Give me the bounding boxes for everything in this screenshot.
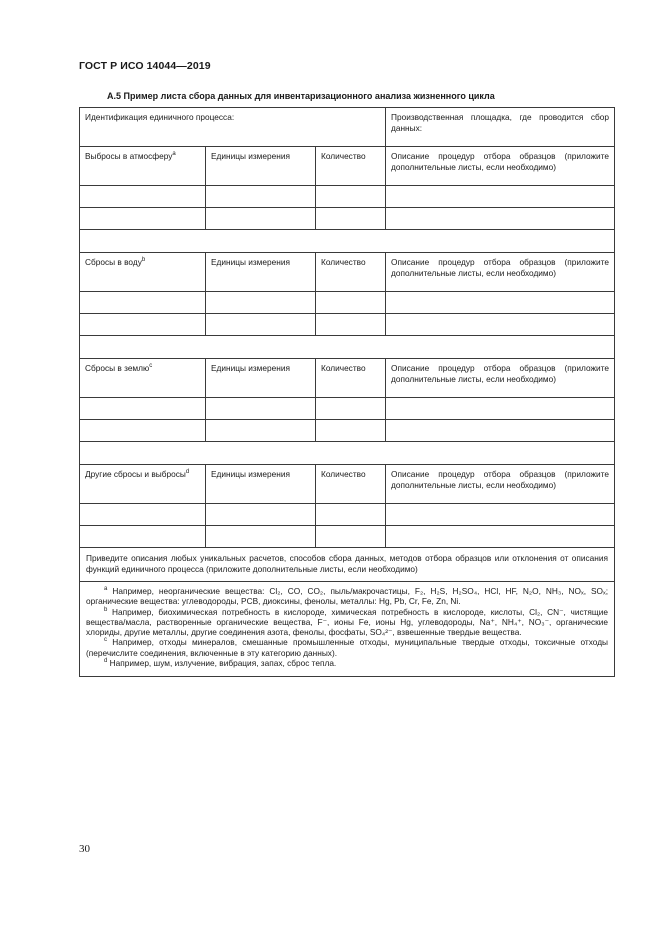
entry-cell-units[interactable]: [206, 208, 316, 230]
entry-cell-description[interactable]: [386, 208, 615, 230]
quantity-header-cell: [316, 147, 386, 186]
units-header-cell: [206, 359, 316, 398]
section-header-row: [80, 253, 615, 292]
footnote-d-mark: d: [104, 658, 108, 665]
data-entry-row: [80, 504, 615, 526]
data-entry-row: [80, 526, 615, 548]
quantity-header: Количество: [321, 469, 366, 479]
section-label-cell: [80, 147, 206, 186]
section-footnote-mark: a: [172, 151, 176, 157]
entry-cell-quantity[interactable]: [316, 504, 386, 526]
units-header: Единицы измерения: [211, 257, 290, 267]
process-identification-label: Идентификация единичного процесса:: [85, 112, 235, 122]
footnote-c-text: Например, отходы минералов, смешанные промышленные отходы, муниципальные твердые отходы, токсичные отходы (перечислите соединения, включенные в эту категорию данных).: [86, 637, 609, 658]
entry-cell-description[interactable]: [386, 292, 615, 314]
document-header: ГОСТ Р ИСО 14044—2019: [79, 60, 211, 72]
entry-cell-units[interactable]: [206, 398, 316, 420]
production-site-label: Производственная площадка, где проводится сбор данных:: [391, 112, 610, 133]
section-label-cell: [80, 359, 206, 398]
entry-cell-substance[interactable]: [80, 398, 206, 420]
section-spacer-row: [80, 336, 615, 359]
section-header-row: [80, 359, 615, 398]
quantity-header: Количество: [321, 151, 366, 161]
section-spacer-row: [80, 442, 615, 465]
sampling-description-header: Описание процедур отбора образцов (приложите дополнительные листы, если необходимо): [391, 469, 610, 490]
entry-cell-quantity[interactable]: [316, 526, 386, 548]
footnote-c: [86, 637, 608, 658]
entry-cell-units[interactable]: [206, 186, 316, 208]
entry-cell-description[interactable]: [386, 504, 615, 526]
footnotes-cell: [80, 582, 615, 677]
sampling-description-header: Описание процедур отбора образцов (приложите дополнительные листы, если необходимо): [391, 363, 610, 384]
entry-cell-description[interactable]: [386, 526, 615, 548]
sampling-description-header-cell: [386, 253, 615, 292]
footnote-c-mark: c: [104, 637, 107, 644]
sheet-header-row: [80, 108, 615, 147]
section-label: Сбросы в воду: [85, 257, 142, 267]
entry-cell-description[interactable]: [386, 398, 615, 420]
data-entry-row: [80, 292, 615, 314]
sampling-description-header-cell: [386, 359, 615, 398]
units-header: Единицы измерения: [211, 363, 290, 373]
entry-cell-description[interactable]: [386, 420, 615, 442]
sampling-description-header: Описание процедур отбора образцов (приложите дополнительные листы, если необходимо): [391, 257, 610, 278]
section-header-row: [80, 465, 615, 504]
entry-cell-substance[interactable]: [80, 504, 206, 526]
footnotes-row: [80, 582, 615, 677]
quantity-header: Количество: [321, 363, 366, 373]
entry-cell-substance[interactable]: [80, 186, 206, 208]
section-label: Выбросы в атмосферу: [85, 151, 173, 161]
quantity-header: Количество: [321, 257, 366, 267]
entry-cell-units[interactable]: [206, 314, 316, 336]
units-header-cell: [206, 253, 316, 292]
footnote-b-text: Например, биохимическая потребность в кислороде, химическая потребность в кислороде, кислоты, Cl₂, CN⁻, чистящие вещества/масла, растворенные органические вещества, F⁻, ионы Fe, ионы Hg, углеводороды, Na⁺, NH₄⁺, NO₃⁻, органические хлориды, другие металлы, другие соединения азота, фенолы, фосфаты, SO₄²⁻, взвешенные твердые вещества.: [86, 606, 609, 638]
entry-cell-description[interactable]: [386, 314, 615, 336]
sections-body: [80, 147, 615, 548]
data-entry-row: [80, 208, 615, 230]
footnote-a-text: Например, неорганические вещества: Cl₂, CO, CO₂, пыль/макрочастицы, F₂, H₂S, H₂SO₄, HCl, HF, N₂O, NH₃, NOₓ, SOₓ; органические вещества: углеводороды, PCB, диоксины, фенолы, металлы: Hg, Pb, Cr, Fe, Zn, Ni.: [86, 586, 609, 607]
spacer-cell: [80, 442, 615, 465]
entry-cell-description[interactable]: [386, 186, 615, 208]
entry-cell-units[interactable]: [206, 292, 316, 314]
production-site-cell[interactable]: [386, 108, 615, 147]
quantity-header-cell: [316, 253, 386, 292]
page-number: 30: [79, 843, 90, 855]
section-label-cell: [80, 253, 206, 292]
data-entry-row: [80, 186, 615, 208]
entry-cell-substance[interactable]: [80, 208, 206, 230]
instruction-cell[interactable]: [80, 548, 615, 582]
instruction-text: Приведите описания любых уникальных расчетов, способов сбора данных, методов отбора образцов или отклонения от описания функций единичного процесса (приложите дополнительные листы, если необходимо): [86, 553, 609, 574]
section-label: Другие сбросы и выбросы: [85, 469, 186, 479]
entry-cell-quantity[interactable]: [316, 208, 386, 230]
units-header: Единицы измерения: [211, 469, 290, 479]
table-caption: А.5 Пример листа сбора данных для инвентаризационного анализа жизненного цикла: [107, 91, 495, 101]
data-collection-sheet: [79, 107, 615, 677]
quantity-header-cell: [316, 465, 386, 504]
sampling-description-header-cell: [386, 465, 615, 504]
section-header-row: [80, 147, 615, 186]
spacer-cell: [80, 336, 615, 359]
section-footnote-mark: c: [149, 363, 153, 369]
data-entry-row: [80, 398, 615, 420]
sampling-description-header: Описание процедур отбора образцов (приложите дополнительные листы, если необходимо): [391, 151, 610, 172]
spacer-cell: [80, 230, 615, 253]
entry-cell-units[interactable]: [206, 504, 316, 526]
units-header-cell: [206, 465, 316, 504]
footnote-a-mark: a: [104, 586, 108, 592]
entry-cell-substance[interactable]: [80, 420, 206, 442]
data-entry-row: [80, 420, 615, 442]
entry-cell-quantity[interactable]: [316, 314, 386, 336]
footnote-b-mark: b: [104, 606, 108, 613]
quantity-header-cell: [316, 359, 386, 398]
instruction-row: [80, 548, 615, 582]
entry-cell-units[interactable]: [206, 420, 316, 442]
entry-cell-substance[interactable]: [80, 526, 206, 548]
entry-cell-substance[interactable]: [80, 314, 206, 336]
footnote-a: [86, 586, 608, 607]
units-header: Единицы измерения: [211, 151, 290, 161]
footnote-d-text: Например, шум, излучение, вибрация, запах, сброс тепла.: [109, 658, 337, 669]
section-label-cell: [80, 465, 206, 504]
entry-cell-units[interactable]: [206, 526, 316, 548]
data-entry-row: [80, 314, 615, 336]
units-header-cell: [206, 147, 316, 186]
entry-cell-quantity[interactable]: [316, 186, 386, 208]
section-spacer-row: [80, 230, 615, 253]
sampling-description-header-cell: [386, 147, 615, 186]
entry-cell-quantity[interactable]: [316, 420, 386, 442]
entry-cell-quantity[interactable]: [316, 398, 386, 420]
section-label: Сбросы в землю: [85, 363, 150, 373]
footnote-b: [86, 607, 608, 638]
entry-cell-substance[interactable]: [80, 292, 206, 314]
footnote-d: [86, 658, 608, 668]
process-identification-cell[interactable]: [80, 108, 386, 147]
section-footnote-mark: b: [141, 257, 146, 263]
entry-cell-quantity[interactable]: [316, 292, 386, 314]
section-footnote-mark: d: [185, 469, 190, 475]
